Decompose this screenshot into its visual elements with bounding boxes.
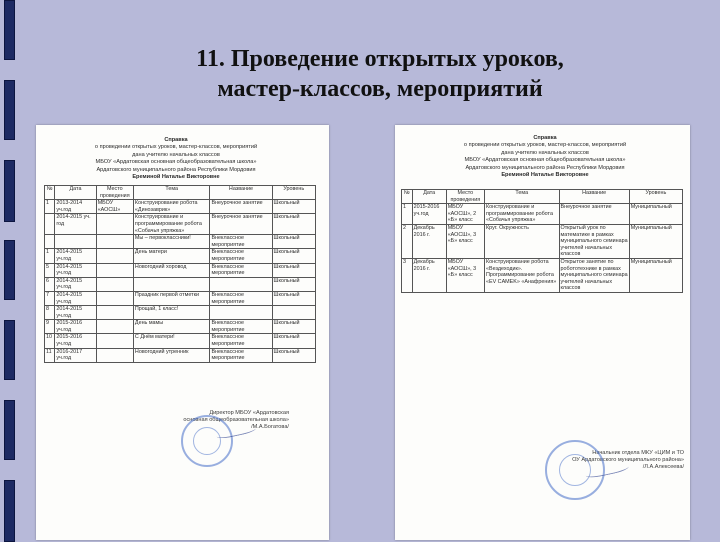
table-cell: [96, 306, 133, 320]
certificate-header-line: Ардатовского муниципального района Республики Мордовия: [465, 164, 625, 171]
table-cell: Внеурочное занятие: [210, 200, 272, 214]
table-row: [45, 348, 316, 362]
table-cell: [210, 277, 272, 291]
table-cell: 2015-2016 уч.год: [55, 320, 96, 334]
table-row: [45, 263, 316, 277]
column-header: Название: [210, 186, 272, 200]
table-cell: Муниципальный: [629, 204, 682, 225]
table-cell: Открытый урок по математике в рамках муниципального семинара учителей начальных классов: [560, 224, 628, 258]
table-cell: 3: [402, 258, 413, 292]
table-cell: 2013-2014 уч.год: [55, 200, 96, 214]
table-cell: [96, 348, 133, 362]
table-cell: МБОУ «АОСШ», 2 «Б» класс: [446, 204, 484, 225]
table-cell: Внеклассное мероприятие: [210, 320, 272, 334]
table-cell: Внеклассное мероприятие: [210, 235, 272, 249]
column-header: Дата: [412, 190, 446, 204]
events-table: [44, 185, 316, 363]
table-cell: Школьный: [272, 291, 316, 305]
signature-line: /М.А.Богатова/: [251, 424, 289, 431]
signature-line: основная общеобразовательная школа»: [183, 417, 289, 424]
table-cell: Внеклассное мероприятие: [210, 263, 272, 277]
table-cell: [96, 320, 133, 334]
table-row: [45, 291, 316, 305]
table-cell: Школьный: [272, 277, 316, 291]
signature-line: /Л.А.Алексеева/: [642, 464, 684, 471]
certificate-header-line: дана учителю начальных классов: [501, 149, 589, 156]
table-cell: 2015-2016 уч.год: [412, 204, 446, 225]
certificate-header-line: МБОУ «Ардатовская основная общеобразовательная школа»: [95, 159, 257, 166]
table-cell: [96, 263, 133, 277]
column-header: Место проведения: [446, 190, 484, 204]
table-cell: 8: [45, 306, 55, 320]
slide-title-line-2: мастер-классов, мероприятий: [217, 76, 543, 102]
table-cell: 2016-2017 уч.год: [55, 348, 96, 362]
table-row: [402, 224, 683, 258]
table-cell: 1: [402, 204, 413, 225]
decorative-bar: [4, 480, 15, 542]
table-cell: Конструирование робота «Вездеходик». Программирование робота «EV CAMEK» «Анафрения»: [485, 258, 560, 292]
table-row: [45, 249, 316, 263]
column-header: Дата: [55, 186, 96, 200]
table-cell: [96, 249, 133, 263]
certificate-document-right: [395, 125, 690, 540]
table-cell: 9: [45, 320, 55, 334]
table-cell: [96, 334, 133, 348]
table-cell: [133, 277, 210, 291]
table-cell: Школьный: [272, 200, 316, 214]
certificate-header-line: о проведении открытых уроков, мастер-классов, мероприятий: [94, 144, 258, 151]
certificate-header-line: МБОУ «Ардатовская основная общеобразовательная школа»: [464, 157, 626, 164]
table-cell: Школьный: [272, 214, 316, 235]
table-cell: Декабрь 2016 г.: [412, 258, 446, 292]
table-cell: Новогодний утренник: [133, 348, 210, 362]
certificate-heading: Справка: [533, 135, 557, 141]
signature-line: ОУ Ардатовского муниципального района»: [572, 457, 684, 464]
table-header-row: [402, 190, 683, 204]
table-cell: День мамы: [133, 320, 210, 334]
table-cell: 2014-2015 уч.год: [55, 277, 96, 291]
table-row: [45, 334, 316, 348]
table-cell: 2015-2016 уч.год: [55, 334, 96, 348]
table-row: [402, 258, 683, 292]
certificate-header-line: Ардатовского муниципального района Республики Мордовия: [96, 166, 256, 173]
signature-line: Директор МБОУ «Ардатовская: [209, 410, 289, 416]
table-cell: Внеурочное занятие: [210, 214, 272, 235]
column-header: Тема: [133, 186, 210, 200]
table-cell: Внеклассное мероприятие: [210, 291, 272, 305]
slide-title-line-1: 11. Проведение открытых уроков,: [196, 46, 564, 72]
column-header: Уровень: [629, 190, 682, 204]
table-cell: Школьный: [272, 320, 316, 334]
table-cell: 1: [45, 200, 55, 214]
table-row: [45, 277, 316, 291]
decorative-bar: [4, 240, 15, 300]
certificate-recipient: Ереминой Наталье Викторовне: [501, 172, 589, 179]
table-cell: День матери: [133, 249, 210, 263]
table-cell: Внеклассное мероприятие: [210, 348, 272, 362]
table-cell: 2014-2015 уч.год: [55, 249, 96, 263]
table-cell: 2014-2015 уч.год: [55, 263, 96, 277]
certificate-header: [415, 135, 675, 179]
decorative-bar: [4, 80, 15, 140]
decorative-bar: [4, 320, 15, 380]
table-cell: [96, 277, 133, 291]
table-cell: МБОУ «АОСШ», 3 «Б» класс: [446, 258, 484, 292]
table-row: [45, 200, 316, 214]
table-cell: Внеклассное мероприятие: [210, 249, 272, 263]
table-header-row: [45, 186, 316, 200]
table-cell: 10: [45, 334, 55, 348]
table-cell: Открытое занятие по робототехнике в рамках муниципального семинара учителей начальных классов: [560, 258, 628, 292]
certificate-document-left: [36, 125, 329, 540]
column-header: Название: [559, 190, 629, 204]
table-cell: [45, 214, 55, 235]
table-cell: 5: [45, 263, 55, 277]
table-row: [45, 306, 316, 320]
events-table: [401, 189, 683, 293]
table-cell: Школьный: [272, 334, 316, 348]
table-cell: [55, 235, 96, 249]
table-row: [45, 320, 316, 334]
slide-title: [40, 44, 720, 104]
official-stamp: [181, 415, 233, 467]
decorative-bar: [4, 400, 15, 460]
certificate-header-line: дана учителю начальных классов: [132, 151, 220, 158]
table-cell: 1: [45, 249, 55, 263]
table-row: [45, 235, 316, 249]
certificate-header: [56, 137, 296, 181]
column-header: Тема: [485, 190, 560, 204]
table-cell: Круг. Окружность: [485, 224, 560, 258]
table-cell: С Днём матери!: [133, 334, 210, 348]
column-header: Уровень: [272, 186, 316, 200]
certificate-heading: Справка: [164, 137, 188, 143]
table-cell: Конструирование и программирование робота «Собачья упряжка»: [133, 214, 210, 235]
column-header: Место проведения: [96, 186, 133, 200]
table-cell: 2: [402, 224, 413, 258]
column-header: №: [402, 190, 413, 204]
table-cell: Внеклассное мероприятие: [210, 334, 272, 348]
table-cell: Конструирование и программирование робота «Собачья упряжка»: [485, 204, 560, 225]
table-cell: 11: [45, 348, 55, 362]
table-cell: 7: [45, 291, 55, 305]
table-cell: Новогодний хоровод: [133, 263, 210, 277]
table-cell: Декабрь 2016 г.: [412, 224, 446, 258]
table-cell: Школьный: [272, 235, 316, 249]
table-cell: [96, 214, 133, 235]
table-cell: 2014-2015 уч.год: [55, 291, 96, 305]
table-cell: МБОУ «АОСШ»: [96, 200, 133, 214]
table-cell: Праздник первой отметки: [133, 291, 210, 305]
column-header: №: [45, 186, 55, 200]
table-cell: Школьный: [272, 263, 316, 277]
table-row: [45, 214, 316, 235]
table-cell: 6: [45, 277, 55, 291]
table-cell: МБОУ «АОСШ», 3 «Б» класс: [446, 224, 484, 258]
decorative-bar: [4, 0, 15, 60]
table-cell: [272, 306, 316, 320]
table-cell: Внеурочное занятие: [559, 204, 629, 225]
table-cell: Школьный: [272, 348, 316, 362]
table-cell: Прощай, 1 класс!: [133, 306, 210, 320]
table-cell: [96, 235, 133, 249]
decorative-bar: [4, 160, 15, 222]
table-cell: 2014-2015 уч.год: [55, 306, 96, 320]
table-cell: [210, 306, 272, 320]
table-cell: Конструирование робота «Динозаврик»: [133, 200, 210, 214]
table-row: [402, 204, 683, 225]
table-cell: 2014-2015 уч. год: [55, 214, 96, 235]
certificate-header-line: о проведении открытых уроков, мастер-классов, мероприятий: [463, 142, 627, 149]
signature-line: Начальник отдела МКУ «ЦИМ и ТО: [592, 450, 684, 456]
certificate-recipient: Ереминой Наталье Викторовне: [132, 174, 220, 181]
table-cell: Муниципальный: [629, 224, 682, 258]
table-cell: [45, 235, 55, 249]
table-cell: [96, 291, 133, 305]
table-cell: Мы – первоклассники!: [133, 235, 210, 249]
table-cell: Муниципальный: [629, 258, 682, 292]
table-cell: Школьный: [272, 249, 316, 263]
